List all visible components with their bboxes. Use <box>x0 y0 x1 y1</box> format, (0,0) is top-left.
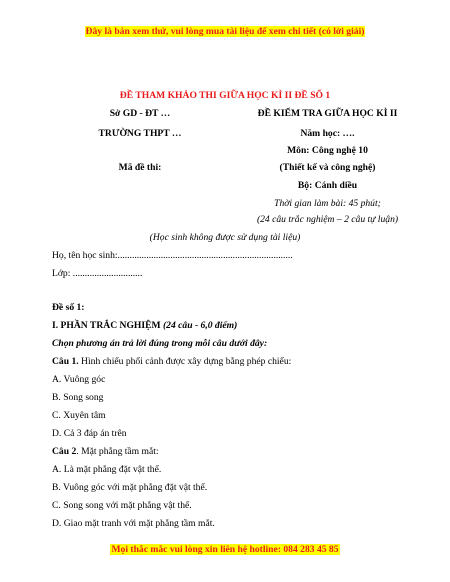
question-text: . Mặt phẳng tầm mắt: <box>76 446 159 457</box>
section-subtitle: (24 câu - 6,0 điểm) <box>162 320 238 331</box>
header-school: TRƯỜNG THPT … <box>98 128 182 139</box>
promo-top-text: Đây là bản xem thử, vui lòng mua tài liệu để xem chi tiết (có lời giải) <box>85 26 365 37</box>
promo-banner-bottom <box>0 544 450 555</box>
question-option: C. Song song với mặt phẳng vật thể. <box>52 500 192 511</box>
promo-banner-top <box>0 26 450 37</box>
question-option: C. Xuyên tâm <box>52 410 106 421</box>
header-exam-name: ĐỀ KIỂM TRA GIỮA HỌC KÌ II <box>257 108 398 119</box>
question-option: B. Song song <box>52 392 104 403</box>
instruction-text: Chọn phương án trả lời đúng trong mỗi câu dưới đây: <box>52 338 268 349</box>
header-structure: (24 câu trắc nghiệm – 2 câu tự luận) <box>256 214 399 225</box>
header-time: Thời gian làm bài: 45 phút; <box>274 198 381 209</box>
question-option: D. Cả 3 đáp án trên <box>52 428 127 439</box>
document-title: ĐỀ THAM KHẢO THI GIỮA HỌC KÌ II ĐỀ SỐ 1 <box>119 90 331 101</box>
question-text: Hình chiếu phối cảnh được xây dựng bằng phép chiếu: <box>78 356 292 367</box>
header-subject: Môn: Công nghệ 10 <box>287 145 368 156</box>
question-option: A. Vuông góc <box>52 374 106 385</box>
header-textbook: Bộ: Cánh diều <box>297 180 358 191</box>
header-subject-sub: (Thiết kế và công nghệ) <box>279 162 376 173</box>
promo-bottom-text: Mọi thắc mắc vui lòng xin liên hệ hotline: 084 283 45 85 <box>111 544 339 555</box>
header-exam-code: Mã đề thi: <box>118 162 162 173</box>
student-class-line: Lớp: ............................. <box>52 268 143 279</box>
question-label: Câu 2 <box>52 446 77 457</box>
question-option: B. Vuông góc với mặt phẳng đặt vật thể. <box>52 482 208 493</box>
question-option: A. Là mặt phẳng đặt vật thể. <box>52 464 162 475</box>
header-school-year: Năm học: …. <box>300 128 355 139</box>
exam-number: Đề số 1: <box>52 302 85 313</box>
section-heading <box>52 320 237 331</box>
section-title: I. PHẦN TRẮC NGHIỆM <box>52 320 161 331</box>
header-department: Sở GD - ĐT … <box>109 108 171 119</box>
question-label: Câu 1. <box>52 356 79 367</box>
exam-note: (Học sinh không được sử dụng tài liệu) <box>149 232 301 243</box>
student-name-line: Họ, tên học sinh:......................................................................... <box>52 250 293 261</box>
question-2 <box>52 446 159 457</box>
question-1 <box>52 356 291 367</box>
question-option: D. Giao mặt tranh với mặt phẳng tầm mắt. <box>52 518 215 529</box>
